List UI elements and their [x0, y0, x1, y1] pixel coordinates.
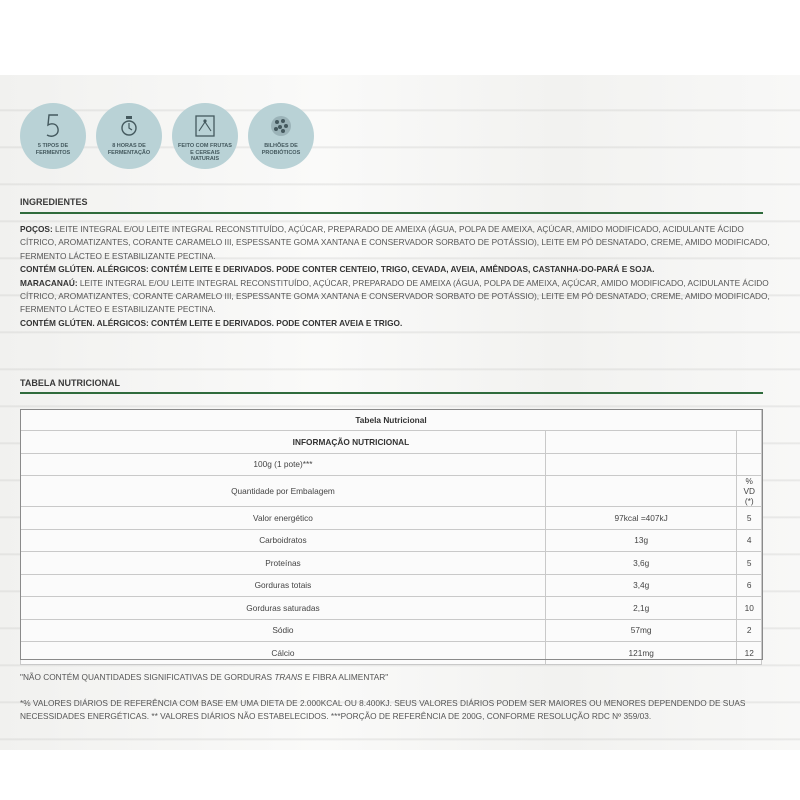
- nutrient-vd: 6: [737, 574, 762, 597]
- table-row: [21, 642, 762, 665]
- nutrition-table: [20, 409, 762, 665]
- table-caption: Tabela Nutricional: [21, 410, 762, 431]
- badge-label: FEITO COM FRUTAS E CEREAIS NATURAIS: [178, 143, 232, 162]
- pocos-label: POÇOS:: [20, 224, 53, 234]
- nutrient-amount: 13g: [545, 529, 737, 552]
- pocos-text: LEITE INTEGRAL E/OU LEITE INTEGRAL RECONSTITUÍDO, AÇÚCAR, PREPARADO DE AMEIXA (ÁGUA, POLPA DE AMEIXA, AÇÚCAR, AMIDO MODIFICADO, ACIDULANTE ÁCIDO CÍTRICO, AROMATIZANTES, CORANTE CARAMELO III, ESPESSANTE GOMA XANTANA E CONSERVADOR SORBATO DE POTÁSSIO), LEITE EM PÓ DESNATADO, CREME, AMIDO MODIFICADO, FERMENTO LÁCTEO E ESTABILIZANTE PECTINA.: [20, 224, 770, 261]
- daily-values-note: *% VALORES DIÁRIOS DE REFERÊNCIA COM BASE EM UMA DIETA DE 2.000KCAL OU 8.400KJ. SEUS VALORES DIÁRIOS PODEM SER MAIORES OU MENORES DEPENDENDO DE SUAS NECESSIDADES ENERGÉTICAS. ** VALORES DIÁRIOS NÃO ESTABELECIDOS. ***PORÇÃO DE REFERÊNCIA DE 200G, CONFORME RESOLUÇÃO RDC Nº 359/03.: [20, 698, 746, 721]
- portion-size: 100g (1 pote)***: [21, 453, 546, 476]
- nutrient-amount: 3,6g: [545, 552, 737, 575]
- trans-fat-note: "NÃO CONTÉM QUANTIDADES SIGNIFICATIVAS DE GORDURAS TRANS E FIBRA ALIMENTAR": [20, 672, 389, 682]
- table-row: [21, 552, 762, 575]
- feature-badges: [20, 103, 314, 169]
- table-header-row: [21, 431, 762, 454]
- nutrition-divider: [20, 392, 763, 394]
- nutrient-vd: 5: [737, 507, 762, 530]
- nutrient-vd: 10: [737, 597, 762, 620]
- nutrient-amount: 3,4g: [545, 574, 737, 597]
- table-row: [21, 619, 762, 642]
- maracanau-allergens: CONTÉM GLÚTEN. ALÉRGICOS: CONTÉM LEITE E DERIVADOS. PODE CONTER AVEIA E TRIGO.: [20, 317, 403, 328]
- info-header: INFORMAÇÃO NUTRICIONAL: [21, 431, 546, 454]
- nutrient-name: Gorduras saturadas: [21, 597, 546, 620]
- fruit-cereal-package-icon: [193, 113, 217, 139]
- maracanau-label: MARACANAÚ:: [20, 277, 78, 288]
- nutrient-name: Sódio: [21, 619, 546, 642]
- nutrient-amount: 97kcal =407kJ: [545, 507, 737, 530]
- nutrient-amount: 2,1g: [545, 597, 737, 620]
- ingredients-divider: [20, 212, 763, 214]
- portion-row: [21, 453, 762, 476]
- nutrient-name: Carboidratos: [21, 529, 546, 552]
- table-caption-row: [21, 410, 762, 431]
- badge-label: 5 TIPOS DE FERMENTOS: [35, 143, 71, 156]
- vd-header: % VD (*): [737, 476, 762, 507]
- badge-label: BILHÕES DE PROBIÓTICOS: [261, 143, 301, 156]
- clock-icon: [119, 113, 139, 139]
- nutrient-amount: 121mg: [545, 642, 737, 665]
- nutrient-vd: 5: [737, 552, 762, 575]
- nutrient-name: Gorduras totais: [21, 574, 546, 597]
- table-row: [21, 507, 762, 530]
- per-package-label: Quantidade por Embalagem: [21, 476, 546, 507]
- nutrient-vd: 12: [737, 642, 762, 665]
- nutrient-name: Proteínas: [21, 552, 546, 575]
- maracanau-text: LEITE INTEGRAL E/OU LEITE INTEGRAL RECONSTITUÍDO, AÇÚCAR, PREPARADO DE AMEIXA (ÁGUA, POLPA DE AMEIXA, AÇÚCAR, AMIDO MODIFICADO, ACIDULANTE ÁCIDO CÍTRICO, AROMATIZANTES, CORANTE CARAMELO III, ESPESSANTE GOMA XANTANA E CONSERVADOR SORBATO DE POTÁSSIO), LEITE EM PÓ DESNATADO, CREME, AMIDO MODIFICADO, FERMENTO LÁCTEO E ESTABILIZANTE PECTINA.: [20, 277, 770, 315]
- badge-fermentation-hours: [96, 103, 162, 169]
- table-row: [21, 574, 762, 597]
- nutrient-name: Cálcio: [21, 642, 546, 665]
- ingredients-text: [20, 223, 770, 330]
- badge-probiotics: [248, 103, 314, 169]
- nutrient-name: Valor energético: [21, 507, 546, 530]
- pocos-allergens: CONTÉM GLÚTEN. ALÉRGICOS: CONTÉM LEITE E DERIVADOS. PODE CONTER CENTEIO, TRIGO, CEVADA, AVEIA, AMÊNDOAS, CASTANHA-DO-PARÁ E SOJA.: [20, 264, 655, 275]
- table-row: [21, 597, 762, 620]
- badge-fruits-cereals: [172, 103, 238, 169]
- badge-five-ferments: [20, 103, 86, 169]
- nutrient-amount: 57mg: [545, 619, 737, 642]
- quantity-header-row: [21, 476, 762, 507]
- ingredients-title: INGREDIENTES: [20, 197, 88, 207]
- five-ferments-icon: [44, 113, 62, 139]
- maracanau-ingredients: [20, 277, 770, 317]
- pocos-ingredients: [20, 223, 770, 263]
- nutrition-title: TABELA NUTRICIONAL: [20, 378, 120, 388]
- nutrient-vd: 2: [737, 619, 762, 642]
- nutrient-vd: 4: [737, 529, 762, 552]
- badge-label: 8 HORAS DE FERMENTAÇÃO: [107, 143, 151, 156]
- table-row: [21, 529, 762, 552]
- probiotics-icon: [269, 113, 293, 139]
